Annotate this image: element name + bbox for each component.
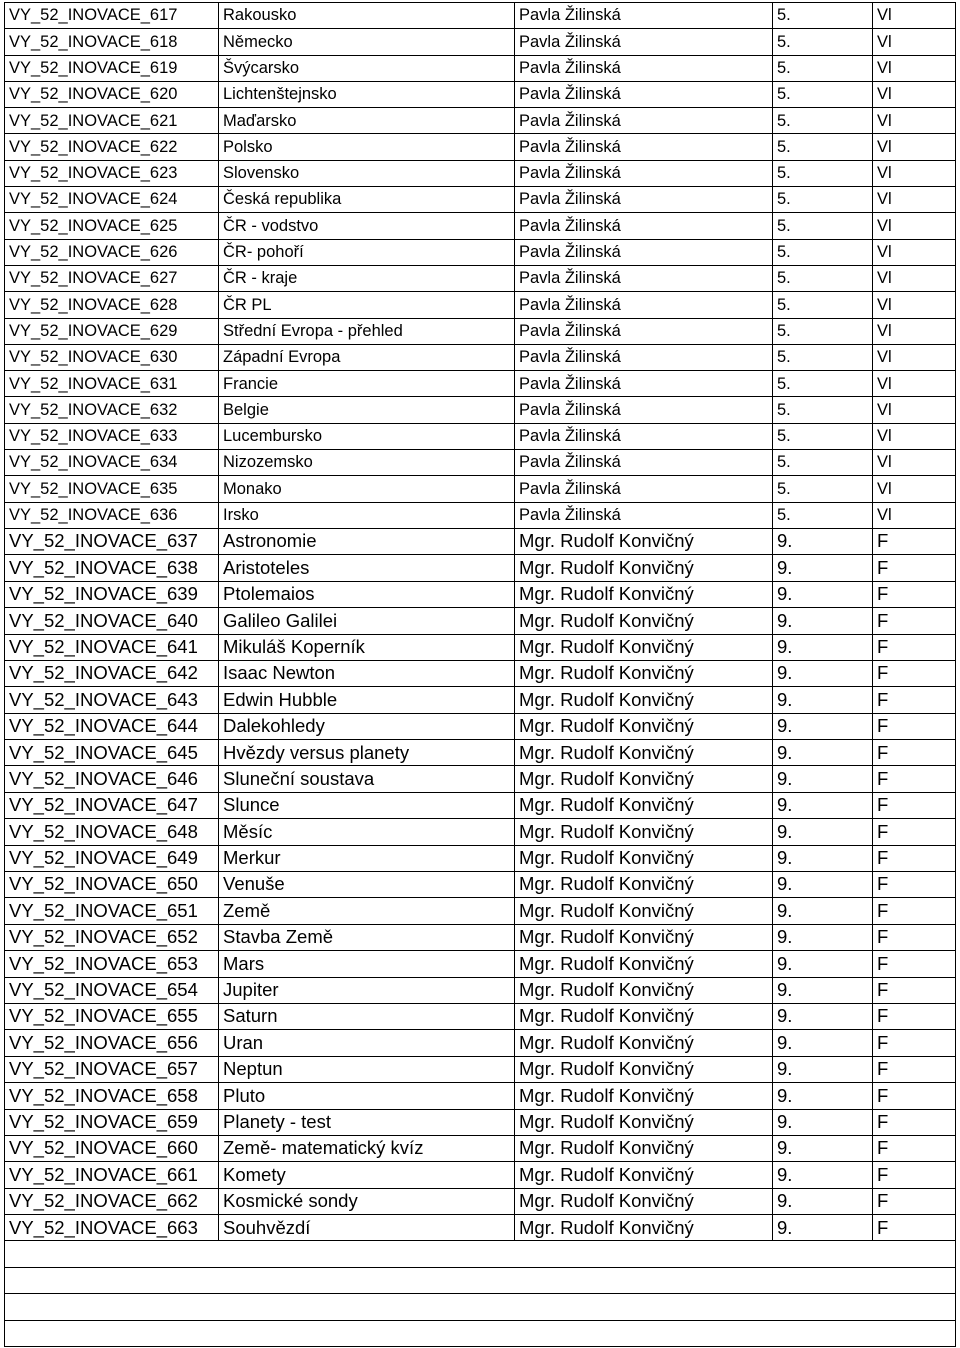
grade-cell: 5. xyxy=(773,3,873,29)
subject-cell: F xyxy=(873,766,956,792)
table-row xyxy=(5,160,956,186)
author-cell: Mgr. Rudolf Konvičný xyxy=(515,977,773,1003)
topic-cell: Planety - test xyxy=(219,1109,515,1135)
author-cell: Pavla Žilinská xyxy=(515,55,773,81)
table-row xyxy=(5,318,956,344)
author-cell: Pavla Žilinská xyxy=(515,160,773,186)
material-code-cell: VY_52_INOVACE_649 xyxy=(5,845,219,871)
table-row xyxy=(5,528,956,554)
table-row xyxy=(5,924,956,950)
author-cell: Pavla Žilinská xyxy=(515,29,773,55)
author-cell: Mgr. Rudolf Konvičný xyxy=(515,634,773,660)
material-code-cell: VY_52_INOVACE_654 xyxy=(5,977,219,1003)
subject-cell: Vl xyxy=(873,213,956,239)
author-cell: Mgr. Rudolf Konvičný xyxy=(515,1215,773,1241)
material-code-cell: VY_52_INOVACE_633 xyxy=(5,423,219,449)
table-row xyxy=(5,239,956,265)
empty-cell xyxy=(5,1241,956,1267)
material-code-cell: VY_52_INOVACE_647 xyxy=(5,792,219,818)
author-cell: Pavla Žilinská xyxy=(515,318,773,344)
grade-cell: 9. xyxy=(773,581,873,607)
material-code-cell: VY_52_INOVACE_645 xyxy=(5,740,219,766)
topic-cell: Hvězdy versus planety xyxy=(219,740,515,766)
material-code-cell: VY_52_INOVACE_657 xyxy=(5,1056,219,1082)
grade-cell: 5. xyxy=(773,397,873,423)
author-cell: Mgr. Rudolf Konvičný xyxy=(515,792,773,818)
table-row xyxy=(5,872,956,898)
grade-cell: 9. xyxy=(773,634,873,660)
author-cell: Mgr. Rudolf Konvičný xyxy=(515,819,773,845)
table-row xyxy=(5,187,956,213)
empty-cell xyxy=(5,1294,956,1320)
material-code-cell: VY_52_INOVACE_620 xyxy=(5,81,219,107)
subject-cell: F xyxy=(873,1215,956,1241)
grade-cell: 9. xyxy=(773,528,873,554)
material-code-cell: VY_52_INOVACE_641 xyxy=(5,634,219,660)
author-cell: Mgr. Rudolf Konvičný xyxy=(515,1135,773,1161)
grade-cell: 5. xyxy=(773,423,873,449)
grade-cell: 9. xyxy=(773,1215,873,1241)
subject-cell: F xyxy=(873,528,956,554)
subject-cell: F xyxy=(873,1003,956,1029)
topic-cell: Slovensko xyxy=(219,160,515,186)
topic-cell: Nizozemsko xyxy=(219,450,515,476)
grade-cell: 9. xyxy=(773,872,873,898)
author-cell: Mgr. Rudolf Konvičný xyxy=(515,555,773,581)
table-row xyxy=(5,845,956,871)
table-row xyxy=(5,660,956,686)
material-code-cell: VY_52_INOVACE_625 xyxy=(5,213,219,239)
grade-cell: 5. xyxy=(773,134,873,160)
empty-row xyxy=(5,1294,956,1320)
subject-cell: Vl xyxy=(873,502,956,528)
subject-cell: F xyxy=(873,872,956,898)
author-cell: Pavla Žilinská xyxy=(515,81,773,107)
material-code-cell: VY_52_INOVACE_640 xyxy=(5,608,219,634)
topic-cell: Isaac Newton xyxy=(219,660,515,686)
material-code-cell: VY_52_INOVACE_658 xyxy=(5,1083,219,1109)
table-row xyxy=(5,423,956,449)
grade-cell: 5. xyxy=(773,344,873,370)
material-code-cell: VY_52_INOVACE_659 xyxy=(5,1109,219,1135)
author-cell: Mgr. Rudolf Konvičný xyxy=(515,1003,773,1029)
grade-cell: 9. xyxy=(773,555,873,581)
author-cell: Mgr. Rudolf Konvičný xyxy=(515,766,773,792)
subject-cell: Vl xyxy=(873,239,956,265)
table-row xyxy=(5,502,956,528)
grade-cell: 5. xyxy=(773,318,873,344)
grade-cell: 5. xyxy=(773,239,873,265)
materials-table xyxy=(4,2,956,1347)
subject-cell: F xyxy=(873,845,956,871)
author-cell: Mgr. Rudolf Konvičný xyxy=(515,951,773,977)
table-row xyxy=(5,740,956,766)
topic-cell: Česká republika xyxy=(219,187,515,213)
material-code-cell: VY_52_INOVACE_662 xyxy=(5,1188,219,1214)
topic-cell: Komety xyxy=(219,1162,515,1188)
empty-row xyxy=(5,1320,956,1346)
subject-cell: F xyxy=(873,819,956,845)
author-cell: Mgr. Rudolf Konvičný xyxy=(515,924,773,950)
topic-cell: Země- matematický kvíz xyxy=(219,1135,515,1161)
subject-cell: Vl xyxy=(873,160,956,186)
subject-cell: F xyxy=(873,581,956,607)
table-row xyxy=(5,792,956,818)
subject-cell: Vl xyxy=(873,134,956,160)
material-code-cell: VY_52_INOVACE_655 xyxy=(5,1003,219,1029)
grade-cell: 9. xyxy=(773,1083,873,1109)
material-code-cell: VY_52_INOVACE_663 xyxy=(5,1215,219,1241)
topic-cell: Střední Evropa - přehled xyxy=(219,318,515,344)
table-row xyxy=(5,213,956,239)
author-cell: Pavla Žilinská xyxy=(515,397,773,423)
subject-cell: Vl xyxy=(873,265,956,291)
material-code-cell: VY_52_INOVACE_643 xyxy=(5,687,219,713)
subject-cell: Vl xyxy=(873,371,956,397)
subject-cell: F xyxy=(873,977,956,1003)
topic-cell: ČR - kraje xyxy=(219,265,515,291)
table-row xyxy=(5,819,956,845)
table-row xyxy=(5,55,956,81)
subject-cell: F xyxy=(873,1162,956,1188)
material-code-cell: VY_52_INOVACE_631 xyxy=(5,371,219,397)
material-code-cell: VY_52_INOVACE_660 xyxy=(5,1135,219,1161)
topic-cell: Švýcarsko xyxy=(219,55,515,81)
author-cell: Pavla Žilinská xyxy=(515,3,773,29)
subject-cell: F xyxy=(873,555,956,581)
material-code-cell: VY_52_INOVACE_661 xyxy=(5,1162,219,1188)
grade-cell: 5. xyxy=(773,29,873,55)
material-code-cell: VY_52_INOVACE_621 xyxy=(5,108,219,134)
topic-cell: Rakousko xyxy=(219,3,515,29)
materials-table-body xyxy=(5,3,956,1347)
material-code-cell: VY_52_INOVACE_646 xyxy=(5,766,219,792)
subject-cell: F xyxy=(873,1083,956,1109)
topic-cell: Slunce xyxy=(219,792,515,818)
author-cell: Pavla Žilinská xyxy=(515,502,773,528)
material-code-cell: VY_52_INOVACE_638 xyxy=(5,555,219,581)
material-code-cell: VY_52_INOVACE_656 xyxy=(5,1030,219,1056)
grade-cell: 5. xyxy=(773,160,873,186)
table-row xyxy=(5,1056,956,1082)
subject-cell: F xyxy=(873,898,956,924)
topic-cell: Mikuláš Koperník xyxy=(219,634,515,660)
topic-cell: Dalekohledy xyxy=(219,713,515,739)
topic-cell: Venuše xyxy=(219,872,515,898)
grade-cell: 5. xyxy=(773,213,873,239)
topic-cell: ČR - vodstvo xyxy=(219,213,515,239)
author-cell: Mgr. Rudolf Konvičný xyxy=(515,898,773,924)
topic-cell: Stavba Země xyxy=(219,924,515,950)
table-row xyxy=(5,1188,956,1214)
topic-cell: Aristoteles xyxy=(219,555,515,581)
table-row xyxy=(5,687,956,713)
empty-row xyxy=(5,1241,956,1267)
table-row xyxy=(5,134,956,160)
subject-cell: F xyxy=(873,1056,956,1082)
table-row xyxy=(5,581,956,607)
grade-cell: 9. xyxy=(773,1162,873,1188)
author-cell: Pavla Žilinská xyxy=(515,265,773,291)
table-row xyxy=(5,766,956,792)
subject-cell: Vl xyxy=(873,397,956,423)
topic-cell: Západní Evropa xyxy=(219,344,515,370)
material-code-cell: VY_52_INOVACE_635 xyxy=(5,476,219,502)
table-row xyxy=(5,977,956,1003)
material-code-cell: VY_52_INOVACE_644 xyxy=(5,713,219,739)
material-code-cell: VY_52_INOVACE_636 xyxy=(5,502,219,528)
topic-cell: Uran xyxy=(219,1030,515,1056)
topic-cell: Ptolemaios xyxy=(219,581,515,607)
table-row xyxy=(5,555,956,581)
author-cell: Pavla Žilinská xyxy=(515,134,773,160)
topic-cell: Pluto xyxy=(219,1083,515,1109)
topic-cell: Německo xyxy=(219,29,515,55)
subject-cell: Vl xyxy=(873,292,956,318)
topic-cell: Kosmické sondy xyxy=(219,1188,515,1214)
subject-cell: Vl xyxy=(873,450,956,476)
subject-cell: F xyxy=(873,1135,956,1161)
subject-cell: Vl xyxy=(873,187,956,213)
author-cell: Mgr. Rudolf Konvičný xyxy=(515,581,773,607)
subject-cell: Vl xyxy=(873,3,956,29)
topic-cell: ČR PL xyxy=(219,292,515,318)
table-row xyxy=(5,29,956,55)
author-cell: Mgr. Rudolf Konvičný xyxy=(515,845,773,871)
author-cell: Mgr. Rudolf Konvičný xyxy=(515,1083,773,1109)
material-code-cell: VY_52_INOVACE_639 xyxy=(5,581,219,607)
table-row xyxy=(5,951,956,977)
material-code-cell: VY_52_INOVACE_619 xyxy=(5,55,219,81)
table-row xyxy=(5,1109,956,1135)
topic-cell: Jupiter xyxy=(219,977,515,1003)
table-row xyxy=(5,1030,956,1056)
grade-cell: 5. xyxy=(773,108,873,134)
topic-cell: Sluneční soustava xyxy=(219,766,515,792)
table-row xyxy=(5,1003,956,1029)
table-row xyxy=(5,450,956,476)
table-row xyxy=(5,292,956,318)
grade-cell: 9. xyxy=(773,1056,873,1082)
table-row xyxy=(5,397,956,423)
table-row xyxy=(5,371,956,397)
subject-cell: Vl xyxy=(873,318,956,344)
grade-cell: 5. xyxy=(773,371,873,397)
topic-cell: Neptun xyxy=(219,1056,515,1082)
subject-cell: Vl xyxy=(873,108,956,134)
grade-cell: 9. xyxy=(773,687,873,713)
table-row xyxy=(5,476,956,502)
topic-cell: Saturn xyxy=(219,1003,515,1029)
grade-cell: 9. xyxy=(773,713,873,739)
grade-cell: 9. xyxy=(773,977,873,1003)
material-code-cell: VY_52_INOVACE_652 xyxy=(5,924,219,950)
grade-cell: 9. xyxy=(773,845,873,871)
subject-cell: F xyxy=(873,792,956,818)
author-cell: Pavla Žilinská xyxy=(515,423,773,449)
grade-cell: 5. xyxy=(773,292,873,318)
author-cell: Pavla Žilinská xyxy=(515,187,773,213)
material-code-cell: VY_52_INOVACE_628 xyxy=(5,292,219,318)
material-code-cell: VY_52_INOVACE_622 xyxy=(5,134,219,160)
material-code-cell: VY_52_INOVACE_648 xyxy=(5,819,219,845)
grade-cell: 9. xyxy=(773,766,873,792)
subject-cell: Vl xyxy=(873,55,956,81)
material-code-cell: VY_52_INOVACE_627 xyxy=(5,265,219,291)
table-row xyxy=(5,1215,956,1241)
topic-cell: Belgie xyxy=(219,397,515,423)
grade-cell: 5. xyxy=(773,81,873,107)
topic-cell: Irsko xyxy=(219,502,515,528)
topic-cell: Astronomie xyxy=(219,528,515,554)
grade-cell: 9. xyxy=(773,819,873,845)
topic-cell: Maďarsko xyxy=(219,108,515,134)
subject-cell: F xyxy=(873,1188,956,1214)
author-cell: Pavla Žilinská xyxy=(515,371,773,397)
table-row xyxy=(5,713,956,739)
topic-cell: ČR- pohoří xyxy=(219,239,515,265)
topic-cell: Souhvězdí xyxy=(219,1215,515,1241)
topic-cell: Merkur xyxy=(219,845,515,871)
empty-row xyxy=(5,1267,956,1293)
author-cell: Pavla Žilinská xyxy=(515,108,773,134)
author-cell: Pavla Žilinská xyxy=(515,292,773,318)
table-row xyxy=(5,1135,956,1161)
author-cell: Mgr. Rudolf Konvičný xyxy=(515,1056,773,1082)
author-cell: Mgr. Rudolf Konvičný xyxy=(515,608,773,634)
author-cell: Mgr. Rudolf Konvičný xyxy=(515,872,773,898)
topic-cell: Mars xyxy=(219,951,515,977)
material-code-cell: VY_52_INOVACE_634 xyxy=(5,450,219,476)
subject-cell: F xyxy=(873,687,956,713)
grade-cell: 9. xyxy=(773,924,873,950)
grade-cell: 5. xyxy=(773,265,873,291)
topic-cell: Lucembursko xyxy=(219,423,515,449)
material-code-cell: VY_52_INOVACE_650 xyxy=(5,872,219,898)
author-cell: Pavla Žilinská xyxy=(515,476,773,502)
table-row xyxy=(5,81,956,107)
subject-cell: Vl xyxy=(873,423,956,449)
topic-cell: Edwin Hubble xyxy=(219,687,515,713)
author-cell: Mgr. Rudolf Konvičný xyxy=(515,1188,773,1214)
material-code-cell: VY_52_INOVACE_626 xyxy=(5,239,219,265)
author-cell: Mgr. Rudolf Konvičný xyxy=(515,660,773,686)
author-cell: Pavla Žilinská xyxy=(515,239,773,265)
material-code-cell: VY_52_INOVACE_623 xyxy=(5,160,219,186)
grade-cell: 9. xyxy=(773,1188,873,1214)
author-cell: Mgr. Rudolf Konvičný xyxy=(515,1030,773,1056)
author-cell: Mgr. Rudolf Konvičný xyxy=(515,740,773,766)
subject-cell: F xyxy=(873,1030,956,1056)
topic-cell: Monako xyxy=(219,476,515,502)
grade-cell: 9. xyxy=(773,1135,873,1161)
subject-cell: Vl xyxy=(873,29,956,55)
subject-cell: F xyxy=(873,951,956,977)
subject-cell: F xyxy=(873,634,956,660)
empty-cell xyxy=(5,1320,956,1346)
grade-cell: 9. xyxy=(773,1030,873,1056)
grade-cell: 5. xyxy=(773,502,873,528)
grade-cell: 9. xyxy=(773,792,873,818)
material-code-cell: VY_52_INOVACE_632 xyxy=(5,397,219,423)
topic-cell: Galileo Galilei xyxy=(219,608,515,634)
author-cell: Pavla Žilinská xyxy=(515,213,773,239)
subject-cell: Vl xyxy=(873,476,956,502)
table-row xyxy=(5,344,956,370)
subject-cell: F xyxy=(873,1109,956,1135)
grade-cell: 5. xyxy=(773,55,873,81)
topic-cell: Země xyxy=(219,898,515,924)
table-row xyxy=(5,108,956,134)
table-row xyxy=(5,1162,956,1188)
author-cell: Mgr. Rudolf Konvičný xyxy=(515,713,773,739)
grade-cell: 9. xyxy=(773,740,873,766)
material-code-cell: VY_52_INOVACE_618 xyxy=(5,29,219,55)
grade-cell: 5. xyxy=(773,187,873,213)
grade-cell: 9. xyxy=(773,1109,873,1135)
material-code-cell: VY_52_INOVACE_630 xyxy=(5,344,219,370)
author-cell: Pavla Žilinská xyxy=(515,450,773,476)
subject-cell: F xyxy=(873,660,956,686)
topic-cell: Lichtenštejnsko xyxy=(219,81,515,107)
material-code-cell: VY_52_INOVACE_624 xyxy=(5,187,219,213)
table-row xyxy=(5,3,956,29)
table-row xyxy=(5,898,956,924)
author-cell: Pavla Žilinská xyxy=(515,344,773,370)
topic-cell: Francie xyxy=(219,371,515,397)
author-cell: Mgr. Rudolf Konvičný xyxy=(515,1109,773,1135)
grade-cell: 9. xyxy=(773,951,873,977)
material-code-cell: VY_52_INOVACE_637 xyxy=(5,528,219,554)
grade-cell: 9. xyxy=(773,660,873,686)
author-cell: Mgr. Rudolf Konvičný xyxy=(515,687,773,713)
grade-cell: 9. xyxy=(773,608,873,634)
table-row xyxy=(5,634,956,660)
subject-cell: Vl xyxy=(873,81,956,107)
topic-cell: Polsko xyxy=(219,134,515,160)
material-code-cell: VY_52_INOVACE_617 xyxy=(5,3,219,29)
material-code-cell: VY_52_INOVACE_653 xyxy=(5,951,219,977)
subject-cell: F xyxy=(873,713,956,739)
topic-cell: Měsíc xyxy=(219,819,515,845)
author-cell: Mgr. Rudolf Konvičný xyxy=(515,1162,773,1188)
subject-cell: F xyxy=(873,740,956,766)
material-code-cell: VY_52_INOVACE_629 xyxy=(5,318,219,344)
subject-cell: F xyxy=(873,608,956,634)
material-code-cell: VY_52_INOVACE_642 xyxy=(5,660,219,686)
grade-cell: 5. xyxy=(773,450,873,476)
grade-cell: 9. xyxy=(773,1003,873,1029)
grade-cell: 5. xyxy=(773,476,873,502)
empty-cell xyxy=(5,1267,956,1293)
table-row xyxy=(5,1083,956,1109)
subject-cell: Vl xyxy=(873,344,956,370)
subject-cell: F xyxy=(873,924,956,950)
table-row xyxy=(5,608,956,634)
grade-cell: 9. xyxy=(773,898,873,924)
author-cell: Mgr. Rudolf Konvičný xyxy=(515,528,773,554)
table-row xyxy=(5,265,956,291)
material-code-cell: VY_52_INOVACE_651 xyxy=(5,898,219,924)
